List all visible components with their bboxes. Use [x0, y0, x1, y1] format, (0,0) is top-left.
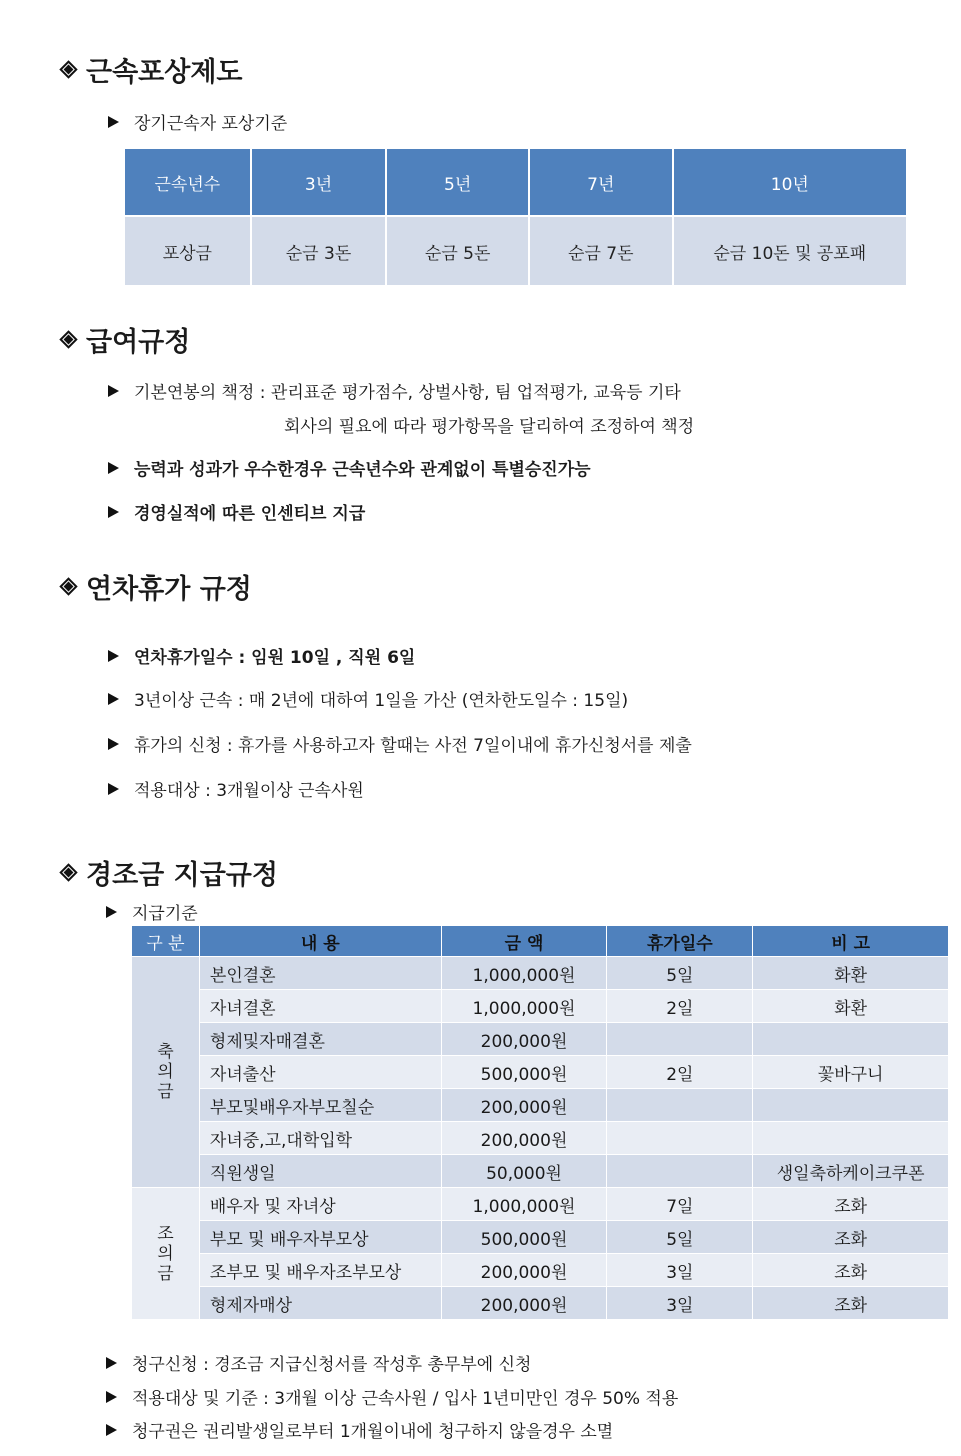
table-header-row: [124, 148, 907, 216]
section-title-text: 경조금 지급규정: [86, 860, 278, 891]
triangle-bullet-icon: [106, 1391, 117, 1403]
content-cell: 조부모 및 배우자조부모상: [199, 1254, 441, 1287]
note-cell: 조화: [753, 1188, 949, 1221]
note-cell: [753, 1023, 949, 1056]
table-row: [132, 1122, 949, 1155]
table-header-row: [132, 926, 949, 957]
note-cell: 조화: [753, 1221, 949, 1254]
bullet-text: 휴가의 신청 : 휴가를 사용하고자 할때는 사전 7일이내에 휴가신청서를 제출: [134, 736, 692, 756]
amount-cell: 1,000,000원: [441, 990, 607, 1023]
bullet-text: 적용대상 : 3개월이상 근속사원: [134, 781, 364, 801]
category-char: 금: [157, 1082, 174, 1102]
days-cell: [607, 1155, 753, 1188]
bullet-text: 청구신청 : 경조금 지급신청서를 작성후 총무부에 신청: [132, 1355, 532, 1375]
table-cell: 순금 10돈 및 공포패: [673, 216, 907, 286]
table-row: [124, 216, 907, 286]
bullet-text: 청구권은 권리발생일로부터 1개월이내에 청구하지 않을경우 소멸: [132, 1422, 614, 1442]
content-cell: 부모 및 배우자부모상: [199, 1221, 441, 1254]
table-cell: 순금 7돈: [529, 216, 673, 286]
header-cell: 비 고: [753, 926, 949, 957]
amount-cell: 500,000원: [441, 1221, 607, 1254]
amount-cell: 200,000원: [441, 1254, 607, 1287]
amount-cell: 1,000,000원: [441, 1188, 607, 1221]
bullet-continuation-text: 회사의 필요에 따라 평가항목을 달리하여 조정하여 책정: [284, 417, 695, 437]
diamond-bullet-icon: [60, 331, 78, 349]
header-cell: 7년: [529, 148, 673, 216]
section-title-text: 급여규정: [86, 327, 191, 358]
bullet-leave-request: [108, 731, 692, 756]
triangle-bullet-icon: [108, 650, 119, 662]
triangle-bullet-icon: [106, 1424, 117, 1436]
days-cell: [607, 1122, 753, 1155]
category-cell-congratulation: [132, 957, 200, 1188]
category-char: 의: [157, 1243, 174, 1264]
bullet-text: 능력과 성과가 우수한경우 근속년수와 관계없이 특별승진가능: [134, 460, 591, 480]
bullet-special-promotion: [108, 455, 591, 480]
note-cell: 조화: [753, 1254, 949, 1287]
triangle-bullet-icon: [106, 1357, 117, 1369]
triangle-bullet-icon: [108, 738, 119, 750]
note-cell: 꽃바구니: [753, 1056, 949, 1089]
bullet-text: 경영실적에 따른 인센티브 지급: [134, 504, 366, 524]
days-cell: 3일: [607, 1254, 753, 1287]
triangle-bullet-icon: [108, 783, 119, 795]
triangle-bullet-icon: [108, 506, 119, 518]
content-cell: 형제및자매결혼: [199, 1023, 441, 1056]
days-cell: 7일: [607, 1188, 753, 1221]
table-cell: 포상금: [124, 216, 251, 286]
header-cell: 3년: [251, 148, 387, 216]
bullet-leave-addition: [108, 686, 628, 711]
days-cell: 5일: [607, 957, 753, 990]
bullet-leave-eligibility: [108, 776, 364, 801]
bullet-text: 기본연봉의 책정 : 관리표준 평가점수, 상벌사항, 팀 업적평가, 교육등 기타: [134, 383, 681, 403]
table-cell: 순금 5돈: [386, 216, 529, 286]
days-cell: 3일: [607, 1287, 753, 1320]
days-cell: [607, 1023, 753, 1056]
amount-cell: 200,000원: [441, 1287, 607, 1320]
bullet-text: 연차휴가일수 : 임원 10일 , 직원 6일: [134, 648, 416, 668]
note-cell: 화환: [753, 990, 949, 1023]
bullet-claim-expiry: [106, 1417, 613, 1442]
header-cell: 5년: [386, 148, 529, 216]
family-event-table: [131, 925, 949, 1320]
section-title-family-event-pay: [60, 853, 278, 892]
bullet-text: 장기근속자 포상기준: [134, 114, 288, 134]
table-row: [132, 990, 949, 1023]
bullet-text: 지급기준: [132, 904, 198, 924]
triangle-bullet-icon: [108, 462, 119, 474]
section-title-salary: [60, 320, 190, 359]
bullet-text: 적용대상 및 기준 : 3개월 이상 근속사원 / 입사 1년미만인 경우 50% 적용: [132, 1389, 679, 1409]
days-cell: 5일: [607, 1221, 753, 1254]
content-cell: 형제자매상: [199, 1287, 441, 1320]
days-cell: [607, 1089, 753, 1122]
content-cell: 자녀결혼: [199, 990, 441, 1023]
bullet-text: 3년이상 근속 : 매 2년에 대하여 1일을 가산 (연차한도일수 : 15일): [134, 691, 629, 711]
table-row: [132, 1089, 949, 1122]
note-cell: 조화: [753, 1287, 949, 1320]
table-row: [132, 1188, 949, 1221]
table-row: [132, 1221, 949, 1254]
bullet-payment-criteria: [106, 899, 198, 924]
table-row: [132, 1254, 949, 1287]
amount-cell: 500,000원: [441, 1056, 607, 1089]
section-title-text: 연차휴가 규정: [86, 574, 252, 605]
diamond-bullet-icon: [60, 61, 78, 79]
header-cell: 휴가일수: [607, 926, 753, 957]
table-row: [132, 1023, 949, 1056]
days-cell: 2일: [607, 990, 753, 1023]
amount-cell: 1,000,000원: [441, 957, 607, 990]
content-cell: 직원생일: [199, 1155, 441, 1188]
triangle-bullet-icon: [108, 693, 119, 705]
amount-cell: 200,000원: [441, 1122, 607, 1155]
diamond-bullet-icon: [60, 578, 78, 596]
section-title-annual-leave: [60, 567, 252, 606]
category-char: 축: [157, 1042, 174, 1062]
bullet-long-tenure-criteria: [108, 109, 287, 134]
header-cell: 구 분: [132, 926, 200, 957]
note-cell: [753, 1089, 949, 1122]
table-row: [132, 1155, 949, 1188]
amount-cell: 200,000원: [441, 1023, 607, 1056]
note-cell: [753, 1122, 949, 1155]
header-cell: 10년: [673, 148, 907, 216]
bullet-base-salary: [108, 378, 681, 403]
category-char: 조: [157, 1223, 174, 1244]
content-cell: 자녀출산: [199, 1056, 441, 1089]
bullet-leave-days: [108, 643, 415, 668]
section-title-tenure-award: [60, 50, 243, 89]
tenure-award-table: [123, 147, 908, 287]
header-cell: 내 용: [199, 926, 441, 957]
note-cell: 화환: [753, 957, 949, 990]
triangle-bullet-icon: [106, 906, 117, 918]
category-cell-condolence: [132, 1188, 200, 1320]
amount-cell: 200,000원: [441, 1089, 607, 1122]
header-cell: 금 액: [441, 926, 607, 957]
header-cell: 근속년수: [124, 148, 251, 216]
category-char: 금: [157, 1263, 174, 1284]
bullet-claim-request: [106, 1350, 531, 1375]
bullet-incentive: [108, 499, 365, 524]
section-title-text: 근속포상제도: [86, 57, 243, 88]
content-cell: 부모및배우자부모칠순: [199, 1089, 441, 1122]
content-cell: 본인결혼: [199, 957, 441, 990]
category-char: 의: [157, 1062, 174, 1082]
table-cell: 순금 3돈: [251, 216, 387, 286]
content-cell: 자녀중,고,대학입학: [199, 1122, 441, 1155]
diamond-bullet-icon: [60, 864, 78, 882]
bullet-eligibility-criteria: [106, 1384, 678, 1409]
days-cell: 2일: [607, 1056, 753, 1089]
table-row: [132, 1056, 949, 1089]
triangle-bullet-icon: [108, 116, 119, 128]
table-row: [132, 1287, 949, 1320]
note-cell: 생일축하케이크쿠폰: [753, 1155, 949, 1188]
table-row: [132, 957, 949, 990]
content-cell: 배우자 및 자녀상: [199, 1188, 441, 1221]
triangle-bullet-icon: [108, 385, 119, 397]
amount-cell: 50,000원: [441, 1155, 607, 1188]
